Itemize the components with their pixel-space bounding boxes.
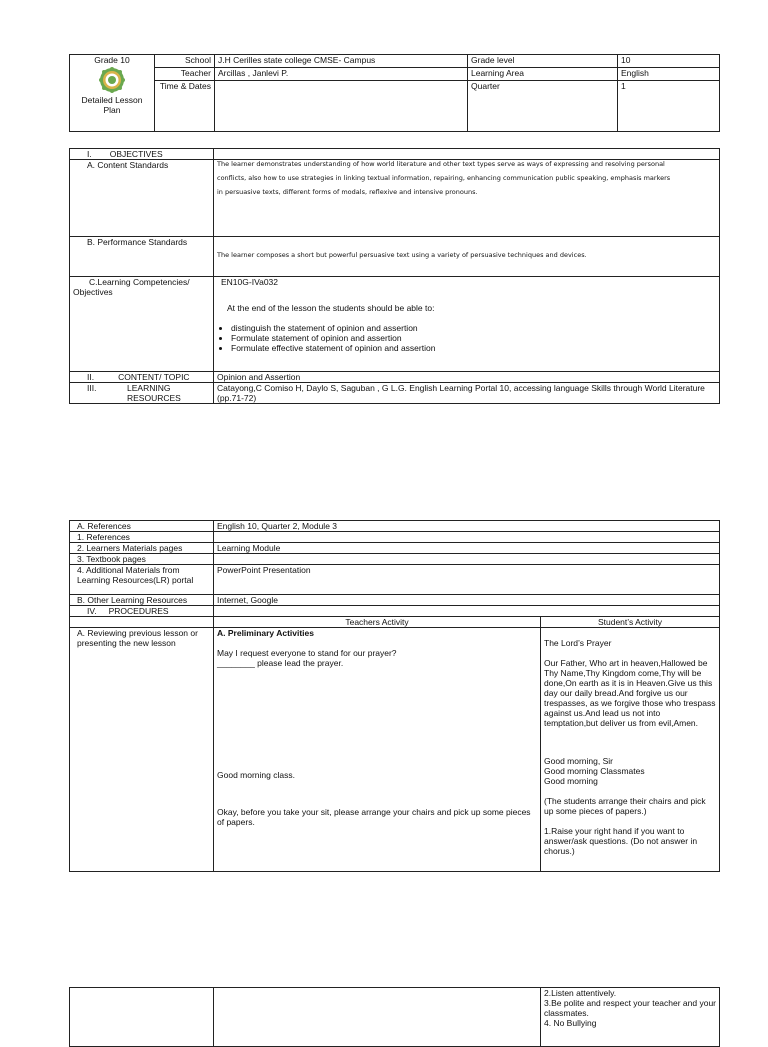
other-resources-label: B. Other Learning Resources: [70, 595, 214, 606]
references-value: English 10, Quarter 2, Module 3: [214, 521, 720, 532]
teacher-label: Teacher: [155, 68, 215, 81]
learners-materials-label: 2. Learners Materials pages: [70, 543, 214, 554]
time-dates-value: [215, 81, 468, 132]
textbook-pages-label: 3. Textbook pages: [70, 554, 214, 565]
objectives-heading: I. OBJECTIVES: [70, 149, 214, 160]
references-1-label: 1. References: [70, 532, 214, 543]
school-seal-icon: [99, 67, 125, 93]
time-dates-label: Time & Dates: [155, 81, 215, 132]
objective-item: • distinguish the statement of opinion and assertion: [231, 323, 716, 333]
grade-text: Grade 10: [94, 55, 130, 65]
objectives-table: [69, 148, 720, 404]
continuation-table: [69, 987, 720, 1047]
school-value: J.H Cerilles state college CMSE- Campus: [215, 55, 468, 68]
objective-item: • Formulate statement of opinion and assertion: [231, 333, 716, 343]
quarter-value: 1: [618, 81, 720, 132]
other-resources-value: Internet, Google: [214, 595, 720, 606]
content-standards-value: The learner demonstrates understanding of how world literature and other text types serve as ways of expressing and resolving personal conflicts, also how to use strategies in linking textual information, repairing, enhancing communication public speaking, emphasis markers in persuasive texts, different forms of modals, reflexive and intensive pronouns.: [214, 160, 720, 237]
grade-cell: [70, 55, 155, 132]
content-standards-label: A. Content Standards: [70, 160, 214, 237]
lesson-plan-title: Detailed Lesson Plan: [81, 95, 143, 115]
additional-materials-value: PowerPoint Presentation: [214, 565, 720, 595]
competencies-label: C.Learning Competencies/ Objectives: [70, 277, 214, 372]
students-activity-cell: The Lord’s Prayer Our Father, Who art in heaven,Hallowed be Thy Name,Thy Kingdom come,Thy will be done,On earth as it is in Heaven.Give us this day our daily bread.And forgive us our trespasses, as we forgive those who trespass against us.And lead us not into temptation,but deliver us from evil,Amen. Good morning, Sir Good morning Classmates Good morning (The students arrange their chairs and pick up some pieces of papers.) 1.Raise your right hand if you want to answer/ask questions. (Do not answer in chorus.): [541, 628, 720, 872]
teachers-activity-header: Teachers Activity: [214, 617, 541, 628]
procedures-table: [69, 520, 720, 872]
teacher-value: Arcillas , Janlevi P.: [215, 68, 468, 81]
learning-resources-label: III. LEARNING RESOURCES: [70, 383, 214, 404]
learning-area-value: English: [618, 68, 720, 81]
objectives-list: [217, 323, 716, 353]
review-lesson-label: A. Reviewing previous lesson or presenting the new lesson: [70, 628, 214, 872]
rules-list-cell: 2.Listen attentively. 3.Be polite and respect your teacher and your classmates. 4. No Bullying: [541, 988, 720, 1047]
content-topic-value: Opinion and Assertion: [214, 372, 720, 383]
school-label: School: [155, 55, 215, 68]
references-label: A. References: [70, 521, 214, 532]
learning-resources-value: Catayong,C Comiso H, Daylo S, Saguban , G L.G. English Learning Portal 10, accessing language Skills through World Literature (pp.71-72): [214, 383, 720, 404]
grade-level-value: 10: [618, 55, 720, 68]
students-activity-header: Student’s Activity: [541, 617, 720, 628]
additional-materials-label: 4. Additional Materials from Learning Resources(LR) portal: [70, 565, 214, 595]
procedures-heading: IV. PROCEDURES: [70, 606, 214, 617]
performance-standards-label: B. Performance Standards: [70, 237, 214, 277]
performance-standards-value: The learner composes a short but powerful persuasive text using a variety of persuasive techniques and devices.: [214, 237, 720, 277]
learning-area-label: Learning Area: [468, 68, 618, 81]
header-table: [69, 54, 720, 132]
quarter-label: Quarter: [468, 81, 618, 132]
learners-materials-value: Learning Module: [214, 543, 720, 554]
competencies-value: EN10G-IVa032 At the end of the lesson the students should be able to: • distinguish the statement of opinion and assertion • Formulate statement of opinion and assertion • Formulate effective statement of opinion and assertion: [214, 277, 720, 372]
teachers-activity-cell: A. Preliminary Activities May I request everyone to stand for our prayer? ________ please lead the prayer. Good morning class. Okay, before you take your sit, please arrange your chairs and pick up some pieces of papers.: [214, 628, 541, 872]
objective-item: • Formulate effective statement of opinion and assertion: [231, 343, 716, 353]
grade-level-label: Grade level: [468, 55, 618, 68]
content-topic-label: II. CONTENT/ TOPIC: [70, 372, 214, 383]
